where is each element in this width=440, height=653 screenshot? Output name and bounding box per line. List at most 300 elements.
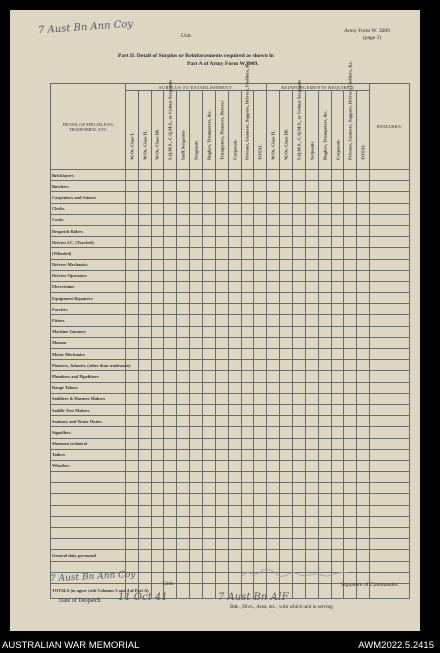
entry-cell[interactable]: [344, 382, 357, 393]
entry-cell[interactable]: [228, 360, 241, 371]
entry-cell[interactable]: [138, 371, 151, 382]
entry-cell[interactable]: [215, 270, 228, 281]
entry-cell[interactable]: [370, 404, 410, 415]
entry-cell[interactable]: [331, 371, 344, 382]
entry-cell[interactable]: [280, 360, 293, 371]
entry-cell[interactable]: [344, 337, 357, 348]
entry-cell[interactable]: [293, 583, 306, 598]
entry-cell[interactable]: [318, 181, 331, 192]
entry-cell[interactable]: [318, 315, 331, 326]
entry-cell[interactable]: [164, 393, 177, 404]
entry-cell[interactable]: [267, 281, 280, 292]
entry-cell[interactable]: [357, 248, 370, 259]
entry-cell[interactable]: [344, 270, 357, 281]
entry-cell[interactable]: [215, 360, 228, 371]
entry-cell[interactable]: [164, 494, 177, 505]
entry-cell[interactable]: [241, 248, 254, 259]
entry-cell[interactable]: [138, 293, 151, 304]
entry-cell[interactable]: [370, 516, 410, 527]
entry-cell[interactable]: [267, 214, 280, 225]
entry-cell[interactable]: [280, 203, 293, 214]
entry-cell[interactable]: [228, 505, 241, 516]
entry-cell[interactable]: [202, 505, 215, 516]
entry-cell[interactable]: [318, 583, 331, 598]
entry-cell[interactable]: [344, 214, 357, 225]
entry-cell[interactable]: [267, 259, 280, 270]
entry-cell[interactable]: [125, 248, 138, 259]
entry-cell[interactable]: [254, 259, 267, 270]
entry-cell[interactable]: [280, 192, 293, 203]
entry-cell[interactable]: [357, 416, 370, 427]
entry-cell[interactable]: [177, 360, 190, 371]
entry-cell[interactable]: [357, 304, 370, 315]
entry-cell[interactable]: [370, 270, 410, 281]
entry-cell[interactable]: [190, 438, 203, 449]
entry-cell[interactable]: [228, 214, 241, 225]
entry-cell[interactable]: [164, 203, 177, 214]
entry-cell[interactable]: [241, 460, 254, 471]
entry-cell[interactable]: [280, 326, 293, 337]
entry-cell[interactable]: [228, 438, 241, 449]
entry-cell[interactable]: [164, 449, 177, 460]
entry-cell[interactable]: [215, 572, 228, 583]
entry-cell[interactable]: [344, 281, 357, 292]
entry-cell[interactable]: [254, 371, 267, 382]
entry-cell[interactable]: [190, 326, 203, 337]
entry-cell[interactable]: [280, 382, 293, 393]
entry-cell[interactable]: [254, 449, 267, 460]
entry-cell[interactable]: [151, 416, 164, 427]
entry-cell[interactable]: [241, 516, 254, 527]
entry-cell[interactable]: [138, 528, 151, 539]
entry-cell[interactable]: [151, 550, 164, 561]
entry-cell[interactable]: [241, 170, 254, 181]
entry-cell[interactable]: [125, 416, 138, 427]
entry-cell[interactable]: [202, 550, 215, 561]
entry-cell[interactable]: [318, 326, 331, 337]
entry-cell[interactable]: [202, 203, 215, 214]
entry-cell[interactable]: [202, 561, 215, 572]
entry-cell[interactable]: [331, 315, 344, 326]
entry-cell[interactable]: [254, 483, 267, 494]
entry-cell[interactable]: [215, 281, 228, 292]
entry-cell[interactable]: [280, 483, 293, 494]
entry-cell[interactable]: [254, 427, 267, 438]
entry-cell[interactable]: [202, 326, 215, 337]
entry-cell[interactable]: [331, 416, 344, 427]
entry-cell[interactable]: [164, 371, 177, 382]
entry-cell[interactable]: [305, 404, 318, 415]
entry-cell[interactable]: [202, 225, 215, 236]
entry-cell[interactable]: [228, 371, 241, 382]
entry-cell[interactable]: [202, 337, 215, 348]
entry-cell[interactable]: [305, 427, 318, 438]
entry-cell[interactable]: [138, 214, 151, 225]
entry-cell[interactable]: [202, 248, 215, 259]
entry-cell[interactable]: [138, 460, 151, 471]
entry-cell[interactable]: [357, 170, 370, 181]
entry-cell[interactable]: [357, 539, 370, 550]
entry-cell[interactable]: [344, 438, 357, 449]
entry-cell[interactable]: [318, 203, 331, 214]
entry-cell[interactable]: [370, 539, 410, 550]
entry-cell[interactable]: [190, 550, 203, 561]
entry-cell[interactable]: [177, 237, 190, 248]
entry-cell[interactable]: [138, 550, 151, 561]
entry-cell[interactable]: [241, 550, 254, 561]
entry-cell[interactable]: [305, 293, 318, 304]
entry-cell[interactable]: [293, 449, 306, 460]
entry-cell[interactable]: [215, 505, 228, 516]
entry-cell[interactable]: [293, 248, 306, 259]
entry-cell[interactable]: [215, 416, 228, 427]
entry-cell[interactable]: [344, 170, 357, 181]
entry-cell[interactable]: [190, 404, 203, 415]
entry-cell[interactable]: [190, 237, 203, 248]
entry-cell[interactable]: [344, 472, 357, 483]
entry-cell[interactable]: [138, 225, 151, 236]
entry-cell[interactable]: [254, 505, 267, 516]
entry-cell[interactable]: [151, 371, 164, 382]
entry-cell[interactable]: [280, 181, 293, 192]
entry-cell[interactable]: [293, 259, 306, 270]
entry-cell[interactable]: [344, 393, 357, 404]
entry-cell[interactable]: [267, 337, 280, 348]
entry-cell[interactable]: [254, 304, 267, 315]
entry-cell[interactable]: [151, 528, 164, 539]
entry-cell[interactable]: [305, 349, 318, 360]
entry-cell[interactable]: [331, 270, 344, 281]
entry-cell[interactable]: [125, 181, 138, 192]
entry-cell[interactable]: [267, 304, 280, 315]
entry-cell[interactable]: [125, 393, 138, 404]
entry-cell[interactable]: [177, 505, 190, 516]
entry-cell[interactable]: [177, 326, 190, 337]
entry-cell[interactable]: [125, 483, 138, 494]
entry-cell[interactable]: [254, 203, 267, 214]
entry-cell[interactable]: [164, 539, 177, 550]
entry-cell[interactable]: [151, 539, 164, 550]
entry-cell[interactable]: [177, 304, 190, 315]
entry-cell[interactable]: [138, 360, 151, 371]
entry-cell[interactable]: [293, 516, 306, 527]
entry-cell[interactable]: [138, 494, 151, 505]
entry-cell[interactable]: [151, 449, 164, 460]
entry-cell[interactable]: [215, 393, 228, 404]
entry-cell[interactable]: [267, 203, 280, 214]
entry-cell[interactable]: [125, 315, 138, 326]
entry-cell[interactable]: [280, 349, 293, 360]
entry-cell[interactable]: [370, 248, 410, 259]
entry-cell[interactable]: [164, 483, 177, 494]
entry-cell[interactable]: [138, 472, 151, 483]
entry-cell[interactable]: [254, 192, 267, 203]
entry-cell[interactable]: [228, 382, 241, 393]
entry-cell[interactable]: [318, 505, 331, 516]
entry-cell[interactable]: [241, 304, 254, 315]
entry-cell[interactable]: [177, 349, 190, 360]
entry-cell[interactable]: [293, 382, 306, 393]
entry-cell[interactable]: [151, 281, 164, 292]
entry-cell[interactable]: [254, 393, 267, 404]
entry-cell[interactable]: [190, 460, 203, 471]
entry-cell[interactable]: [125, 170, 138, 181]
entry-cell[interactable]: [228, 304, 241, 315]
entry-cell[interactable]: [138, 237, 151, 248]
entry-cell[interactable]: [164, 404, 177, 415]
entry-cell[interactable]: [305, 181, 318, 192]
entry-cell[interactable]: [202, 393, 215, 404]
entry-cell[interactable]: [151, 293, 164, 304]
entry-cell[interactable]: [254, 181, 267, 192]
entry-cell[interactable]: [280, 371, 293, 382]
entry-cell[interactable]: [293, 550, 306, 561]
entry-cell[interactable]: [241, 293, 254, 304]
entry-cell[interactable]: [280, 404, 293, 415]
entry-cell[interactable]: [357, 225, 370, 236]
entry-cell[interactable]: [190, 248, 203, 259]
entry-cell[interactable]: [318, 248, 331, 259]
entry-cell[interactable]: [344, 505, 357, 516]
entry-cell[interactable]: [344, 315, 357, 326]
entry-cell[interactable]: [267, 449, 280, 460]
entry-cell[interactable]: [370, 315, 410, 326]
entry-cell[interactable]: [241, 181, 254, 192]
entry-cell[interactable]: [344, 539, 357, 550]
entry-cell[interactable]: [228, 270, 241, 281]
entry-cell[interactable]: [228, 550, 241, 561]
entry-cell[interactable]: [318, 427, 331, 438]
entry-cell[interactable]: [138, 248, 151, 259]
entry-cell[interactable]: [228, 539, 241, 550]
entry-cell[interactable]: [293, 192, 306, 203]
entry-cell[interactable]: [164, 438, 177, 449]
entry-cell[interactable]: [151, 337, 164, 348]
entry-cell[interactable]: [357, 349, 370, 360]
entry-cell[interactable]: [318, 460, 331, 471]
entry-cell[interactable]: [280, 214, 293, 225]
entry-cell[interactable]: [151, 572, 164, 583]
entry-cell[interactable]: [190, 192, 203, 203]
entry-cell[interactable]: [241, 404, 254, 415]
entry-cell[interactable]: [164, 460, 177, 471]
entry-cell[interactable]: [370, 181, 410, 192]
entry-cell[interactable]: [177, 416, 190, 427]
entry-cell[interactable]: [357, 181, 370, 192]
entry-cell[interactable]: [228, 449, 241, 460]
entry-cell[interactable]: [254, 293, 267, 304]
entry-cell[interactable]: [370, 203, 410, 214]
entry-cell[interactable]: [177, 528, 190, 539]
entry-cell[interactable]: [293, 281, 306, 292]
entry-cell[interactable]: [228, 404, 241, 415]
entry-cell[interactable]: [138, 438, 151, 449]
entry-cell[interactable]: [241, 326, 254, 337]
entry-cell[interactable]: [202, 259, 215, 270]
entry-cell[interactable]: [293, 315, 306, 326]
entry-cell[interactable]: [318, 550, 331, 561]
entry-cell[interactable]: [202, 483, 215, 494]
entry-cell[interactable]: [164, 192, 177, 203]
entry-cell[interactable]: [241, 360, 254, 371]
entry-cell[interactable]: [344, 203, 357, 214]
entry-cell[interactable]: [280, 438, 293, 449]
entry-cell[interactable]: [293, 181, 306, 192]
entry-cell[interactable]: [190, 181, 203, 192]
entry-cell[interactable]: [344, 449, 357, 460]
entry-cell[interactable]: [125, 349, 138, 360]
entry-cell[interactable]: [125, 449, 138, 460]
entry-cell[interactable]: [228, 472, 241, 483]
entry-cell[interactable]: [357, 214, 370, 225]
entry-cell[interactable]: [254, 237, 267, 248]
entry-cell[interactable]: [357, 382, 370, 393]
entry-cell[interactable]: [331, 438, 344, 449]
entry-cell[interactable]: [215, 181, 228, 192]
entry-cell[interactable]: [202, 349, 215, 360]
entry-cell[interactable]: [318, 539, 331, 550]
entry-cell[interactable]: [215, 304, 228, 315]
entry-cell[interactable]: [254, 438, 267, 449]
entry-cell[interactable]: [370, 494, 410, 505]
entry-cell[interactable]: [293, 293, 306, 304]
entry-cell[interactable]: [357, 494, 370, 505]
entry-cell[interactable]: [344, 237, 357, 248]
entry-cell[interactable]: [254, 516, 267, 527]
entry-cell[interactable]: [267, 315, 280, 326]
entry-cell[interactable]: [344, 494, 357, 505]
entry-cell[interactable]: [318, 214, 331, 225]
entry-cell[interactable]: [215, 404, 228, 415]
entry-cell[interactable]: [138, 516, 151, 527]
entry-cell[interactable]: [331, 349, 344, 360]
entry-cell[interactable]: [228, 170, 241, 181]
entry-cell[interactable]: [254, 528, 267, 539]
entry-cell[interactable]: [138, 281, 151, 292]
entry-cell[interactable]: [280, 293, 293, 304]
entry-cell[interactable]: [344, 360, 357, 371]
entry-cell[interactable]: [215, 214, 228, 225]
entry-cell[interactable]: [280, 270, 293, 281]
entry-cell[interactable]: [267, 371, 280, 382]
entry-cell[interactable]: [190, 337, 203, 348]
entry-cell[interactable]: [344, 293, 357, 304]
entry-cell[interactable]: [267, 528, 280, 539]
entry-cell[interactable]: [344, 516, 357, 527]
entry-cell[interactable]: [267, 326, 280, 337]
entry-cell[interactable]: [370, 225, 410, 236]
entry-cell[interactable]: [305, 337, 318, 348]
entry-cell[interactable]: [267, 225, 280, 236]
entry-cell[interactable]: [305, 248, 318, 259]
entry-cell[interactable]: [177, 293, 190, 304]
entry-cell[interactable]: [125, 528, 138, 539]
entry-cell[interactable]: [254, 360, 267, 371]
entry-cell[interactable]: [190, 539, 203, 550]
entry-cell[interactable]: [357, 192, 370, 203]
entry-cell[interactable]: [215, 494, 228, 505]
entry-cell[interactable]: [138, 270, 151, 281]
entry-cell[interactable]: [190, 203, 203, 214]
entry-cell[interactable]: [138, 404, 151, 415]
entry-cell[interactable]: [138, 304, 151, 315]
entry-cell[interactable]: [190, 494, 203, 505]
entry-cell[interactable]: [293, 404, 306, 415]
entry-cell[interactable]: [357, 259, 370, 270]
entry-cell[interactable]: [267, 293, 280, 304]
entry-cell[interactable]: [164, 225, 177, 236]
entry-cell[interactable]: [318, 404, 331, 415]
entry-cell[interactable]: [254, 460, 267, 471]
entry-cell[interactable]: [331, 214, 344, 225]
entry-cell[interactable]: [202, 416, 215, 427]
entry-cell[interactable]: [215, 337, 228, 348]
entry-cell[interactable]: [305, 583, 318, 598]
entry-cell[interactable]: [164, 315, 177, 326]
entry-cell[interactable]: [151, 404, 164, 415]
entry-cell[interactable]: [331, 539, 344, 550]
entry-cell[interactable]: [280, 281, 293, 292]
entry-cell[interactable]: [318, 416, 331, 427]
entry-cell[interactable]: [202, 304, 215, 315]
entry-cell[interactable]: [305, 438, 318, 449]
entry-cell[interactable]: [164, 550, 177, 561]
entry-cell[interactable]: [293, 326, 306, 337]
entry-cell[interactable]: [318, 281, 331, 292]
entry-cell[interactable]: [305, 237, 318, 248]
entry-cell[interactable]: [125, 371, 138, 382]
entry-cell[interactable]: [305, 259, 318, 270]
entry-cell[interactable]: [293, 494, 306, 505]
entry-cell[interactable]: [318, 349, 331, 360]
entry-cell[interactable]: [370, 304, 410, 315]
entry-cell[interactable]: [138, 203, 151, 214]
entry-cell[interactable]: [177, 371, 190, 382]
entry-cell[interactable]: [202, 460, 215, 471]
entry-cell[interactable]: [267, 192, 280, 203]
entry-cell[interactable]: [215, 449, 228, 460]
entry-cell[interactable]: [190, 349, 203, 360]
entry-cell[interactable]: [344, 349, 357, 360]
entry-cell[interactable]: [331, 225, 344, 236]
entry-cell[interactable]: [177, 192, 190, 203]
entry-cell[interactable]: [190, 505, 203, 516]
entry-cell[interactable]: [254, 539, 267, 550]
entry-cell[interactable]: [202, 360, 215, 371]
entry-cell[interactable]: [357, 337, 370, 348]
entry-cell[interactable]: [125, 460, 138, 471]
entry-cell[interactable]: [215, 460, 228, 471]
entry-cell[interactable]: [344, 416, 357, 427]
entry-cell[interactable]: [318, 337, 331, 348]
entry-cell[interactable]: [138, 416, 151, 427]
entry-cell[interactable]: [344, 181, 357, 192]
entry-cell[interactable]: [293, 460, 306, 471]
entry-cell[interactable]: [357, 427, 370, 438]
entry-cell[interactable]: [267, 404, 280, 415]
entry-cell[interactable]: [177, 438, 190, 449]
entry-cell[interactable]: [125, 505, 138, 516]
entry-cell[interactable]: [331, 494, 344, 505]
entry-cell[interactable]: [215, 561, 228, 572]
entry-cell[interactable]: [331, 516, 344, 527]
entry-cell[interactable]: [190, 382, 203, 393]
entry-cell[interactable]: [138, 449, 151, 460]
entry-cell[interactable]: [202, 494, 215, 505]
entry-cell[interactable]: [228, 337, 241, 348]
entry-cell[interactable]: [164, 382, 177, 393]
entry-cell[interactable]: [138, 483, 151, 494]
